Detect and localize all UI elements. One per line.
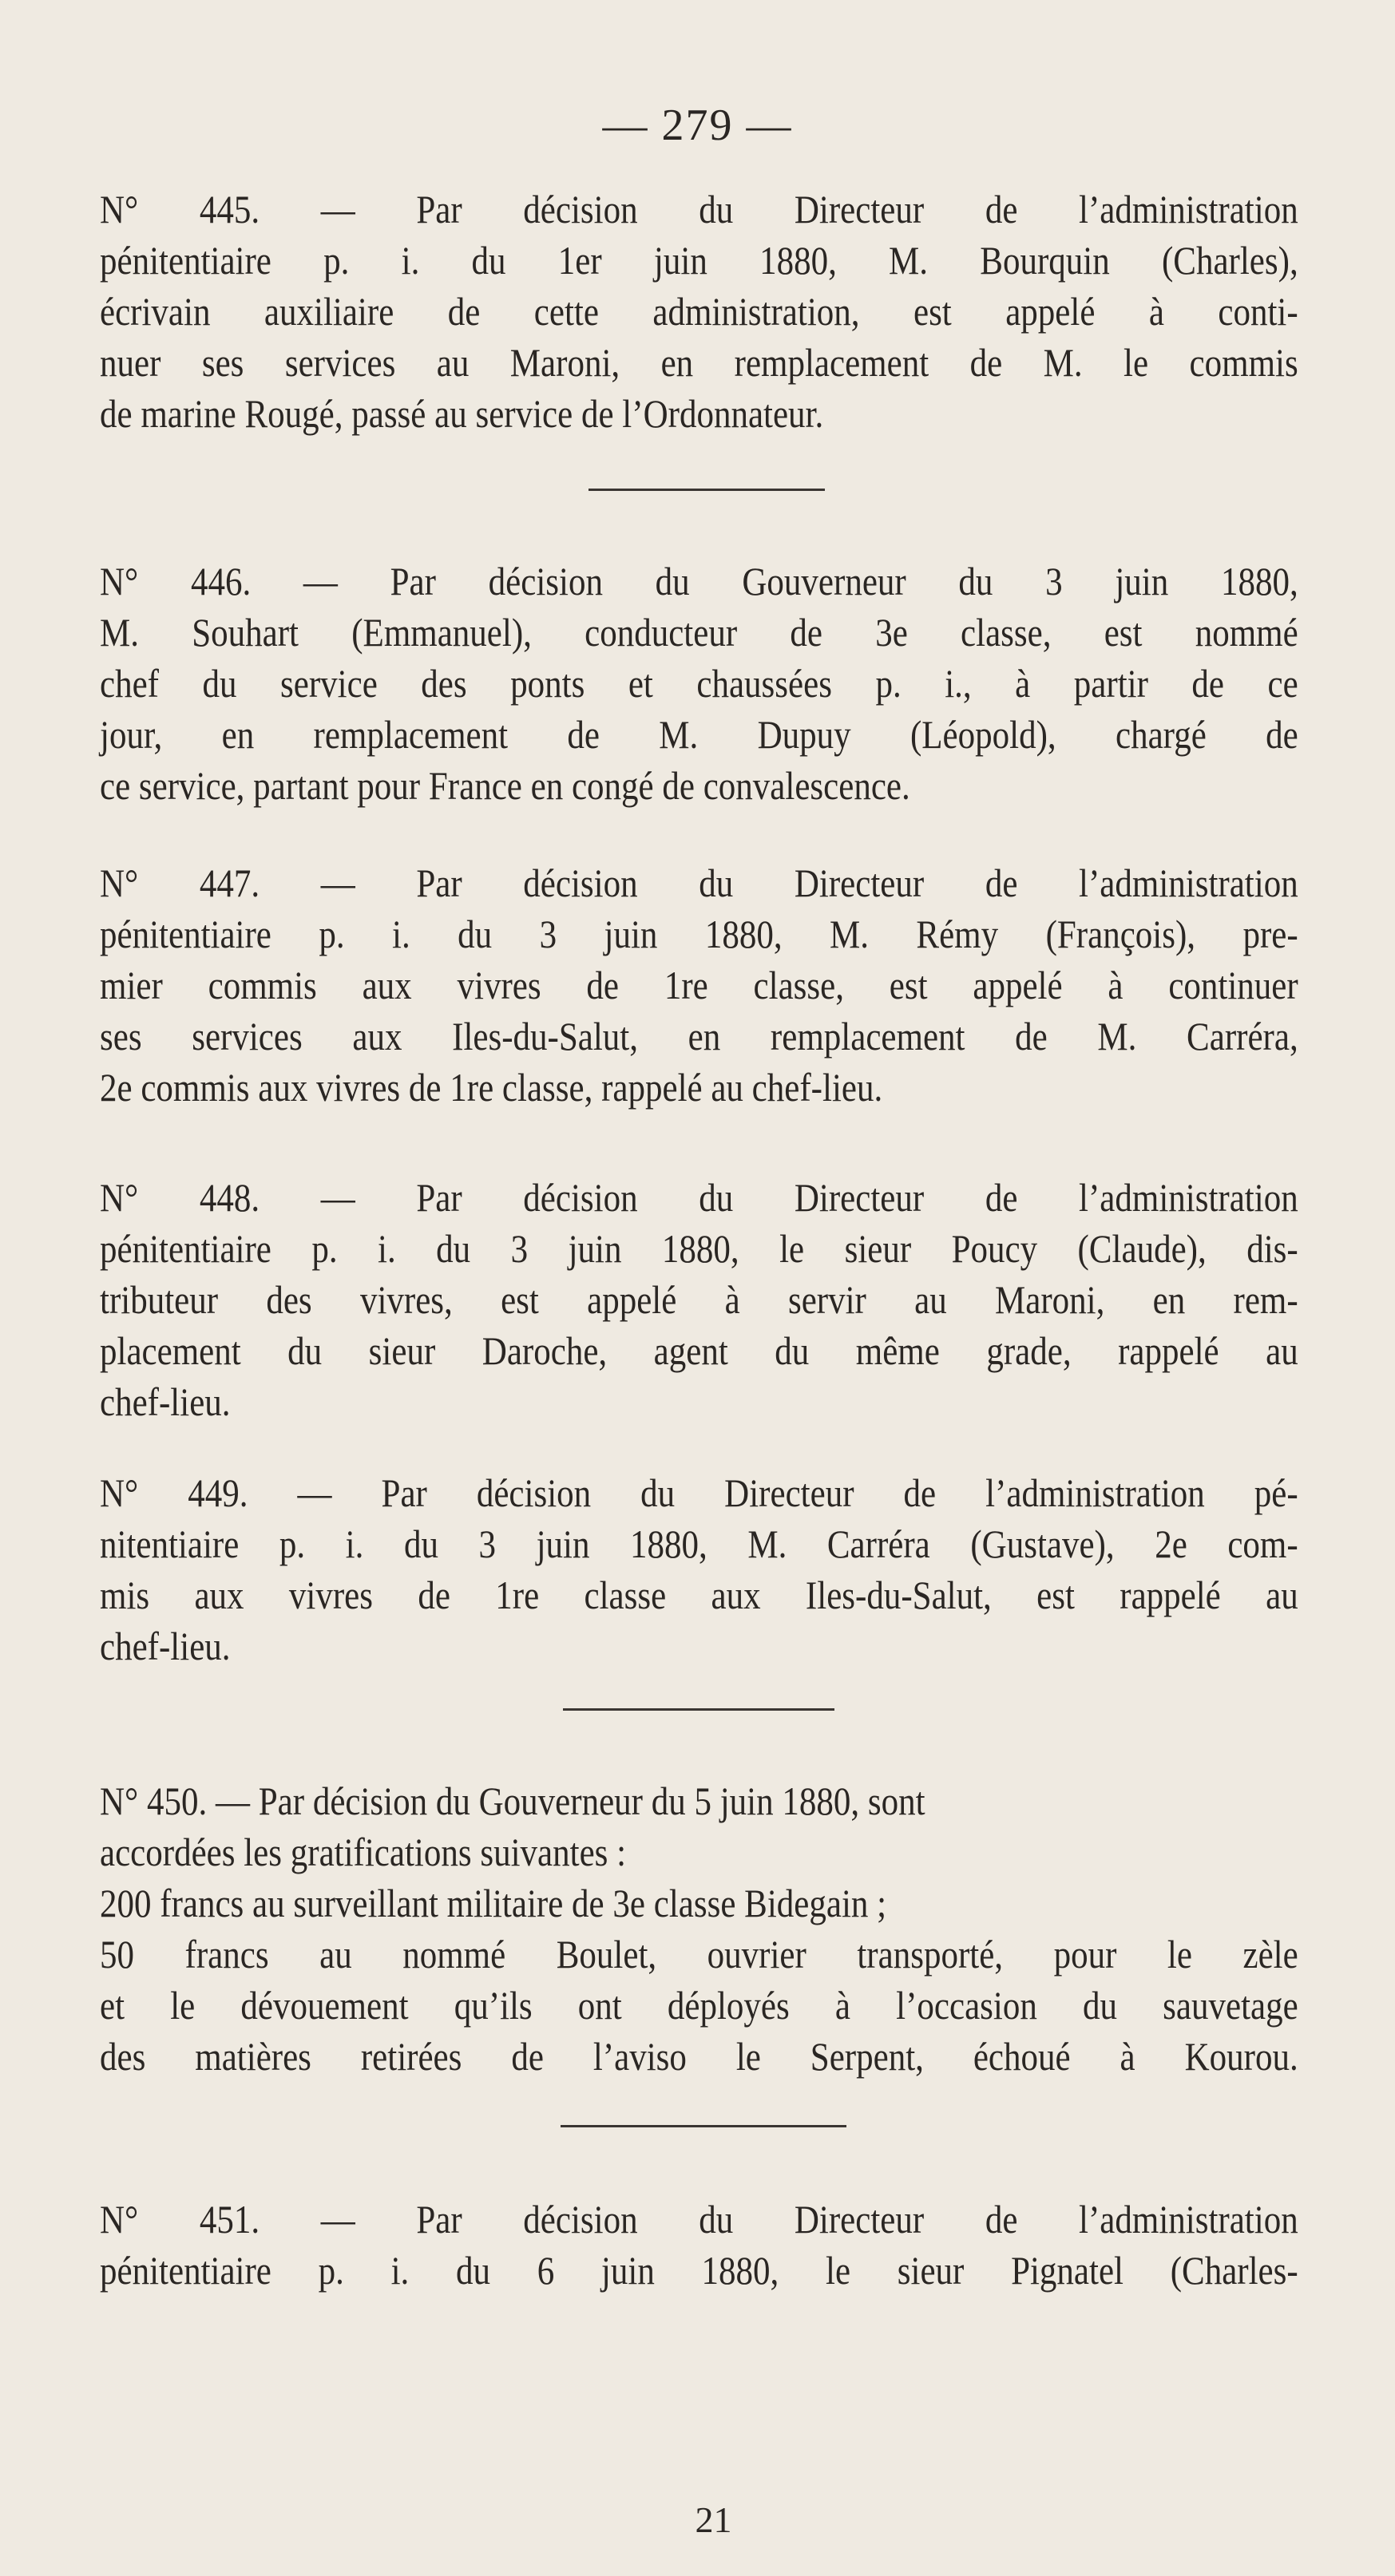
entry-449: [100, 1467, 1298, 1672]
text-line: de marine Rougé, passé au service de l’Ordonnateur.: [100, 391, 824, 436]
text-line: des matières retirées de l’aviso le Serpent, échoué à Kourou.: [100, 2034, 1298, 2079]
entry-447: [100, 857, 1298, 1113]
text-line: N° 447. — Par décision du Directeur de l’administration: [100, 861, 1298, 905]
text-line: N° 445. — Par décision du Directeur de l’administration: [100, 187, 1298, 231]
entry-450: [100, 1775, 1298, 2082]
signature-mark: 21: [695, 2499, 732, 2540]
text-line: pénitentiaire p. i. du 1er juin 1880, M. Bourquin (Charles),: [100, 238, 1298, 283]
text-line: accordées les gratifications suivantes :: [100, 1830, 627, 1874]
separator-rule: [561, 2125, 846, 2127]
text-line: ce service, partant pour France en congé de convalescence.: [100, 763, 910, 808]
text-line: nuer ses services au Maroni, en remplacement de M. le commis: [100, 340, 1298, 385]
text-line: N° 451. — Par décision du Directeur de l’administration: [100, 2197, 1298, 2242]
text-line: chef-lieu.: [100, 1624, 231, 1668]
entry-448: [100, 1172, 1298, 1427]
text-line: 2e commis aux vivres de 1re classe, rappelé au chef-lieu.: [100, 1065, 883, 1110]
text-line: pénitentiaire p. i. du 3 juin 1880, le sieur Poucy (Claude), dis-: [100, 1226, 1298, 1271]
text-line: ses services aux Iles-du-Salut, en remplacement de M. Carréra,: [100, 1014, 1298, 1058]
page-number: — 279 —: [602, 101, 793, 150]
text-line: N° 449. — Par décision du Directeur de l’administration pé-: [100, 1470, 1298, 1515]
text-line: chef-lieu.: [100, 1379, 231, 1424]
entry-445: [100, 184, 1298, 439]
text-line: tributeur des vivres, est appelé à servir au Maroni, en rem-: [100, 1277, 1298, 1322]
text-line: 200 francs au surveillant militaire de 3e classe Bidegain ;: [100, 1881, 887, 1925]
text-line: 50 francs au nommé Boulet, ouvrier transporté, pour le zèle: [100, 1932, 1298, 1977]
separator-rule: [563, 1708, 834, 1711]
text-line: nitentiaire p. i. du 3 juin 1880, M. Carréra (Gustave), 2e com-: [100, 1521, 1298, 1566]
text-line: pénitentiaire p. i. du 3 juin 1880, M. Rémy (François), pre-: [100, 912, 1298, 956]
text-line: chef du service des ponts et chaussées p. i., à partir de ce: [100, 661, 1298, 706]
text-line: N° 446. — Par décision du Gouverneur du 3 juin 1880,: [100, 559, 1298, 603]
text-line: M. Souhart (Emmanuel), conducteur de 3e classe, est nommé: [100, 610, 1298, 655]
entry-451: [100, 2194, 1298, 2296]
entry-446: [100, 556, 1298, 811]
text-line: placement du sieur Daroche, agent du même grade, rappelé au: [100, 1328, 1298, 1373]
separator-rule: [589, 489, 825, 491]
text-line: N° 448. — Par décision du Directeur de l’administration: [100, 1175, 1298, 1220]
text-line: et le dévouement qu’ils ont déployés à l’occasion du sauvetage: [100, 1983, 1298, 2028]
text-line: N° 450. — Par décision du Gouverneur du 5 juin 1880, sont: [100, 1779, 925, 1823]
text-line: mier commis aux vivres de 1re classe, est appelé à continuer: [100, 963, 1298, 1007]
text-line: mis aux vivres de 1re classe aux Iles-du-Salut, est rappelé au: [100, 1573, 1298, 1617]
text-line: jour, en remplacement de M. Dupuy (Léopold), chargé de: [100, 712, 1298, 757]
text-line: pénitentiaire p. i. du 6 juin 1880, le sieur Pignatel (Charles-: [100, 2248, 1298, 2293]
text-line: écrivain auxiliaire de cette administration, est appelé à conti-: [100, 289, 1298, 334]
